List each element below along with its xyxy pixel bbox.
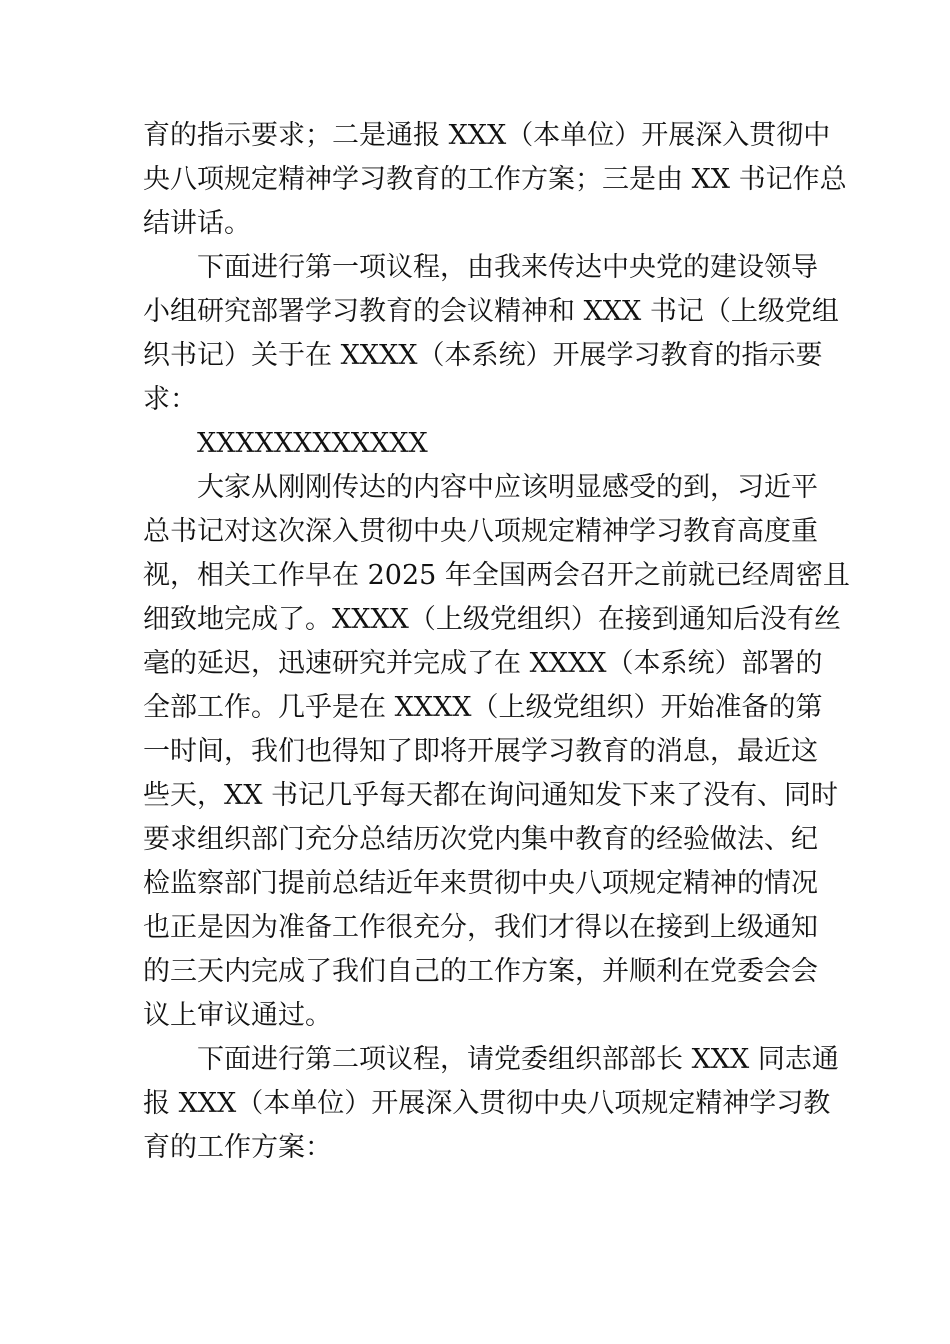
text-line: 报 XXX（本单位）开展深入贯彻中央八项规定精神学习教 [143,1088,831,1119]
text-line: 总书记对这次深入贯彻中央八项规定精神学习教育高度重 [143,516,818,547]
text-line: 全部工作。几乎是在 XXXX（上级党组织）开始准备的第 [143,692,823,723]
text-line: 细致地完成了。XXXX（上级党组织）在接到通知后没有丝 [143,604,841,635]
text-line: 下面进行第二项议程，请党委组织部部长 XXX 同志通 [197,1044,839,1075]
text-line: 毫的延迟，迅速研究并完成了在 XXXX（本系统）部署的 [143,648,823,679]
text-line: 下面进行第一项议程，由我来传达中央党的建设领导 [197,252,818,283]
text-line: 育的工作方案： [143,1132,332,1163]
text-line: 求： [143,384,197,415]
text-line: 些天，XX 书记几乎每天都在询问通知发下来了没有、同时 [143,780,839,811]
text-line: 检监察部门提前总结近年来贯彻中央八项规定精神的情况 [143,868,818,899]
text-line: 视，相关工作早在 2025 年全国两会召开之前就已经周密且 [143,560,850,591]
document-body [143,114,850,1170]
text-line: 也正是因为准备工作很充分，我们才得以在接到上级通知 [143,912,818,943]
text-line: 议上审议通过。 [143,1000,332,1031]
text-line: 央八项规定精神学习教育的工作方案；三是由 XX 书记作总 [143,164,847,195]
heading-placeholder: XXXXXXXXXXXX [197,428,428,459]
text-line: 的三天内完成了我们自己的工作方案，并顺利在党委会会 [143,956,818,987]
text-line: 育的指示要求；二是通报 XXX（本单位）开展深入贯彻中 [143,120,831,151]
text-line: 要求组织部门充分总结历次党内集中教育的经验做法、纪 [143,824,818,855]
text-line: 结讲话。 [143,208,251,239]
text-line: 一时间，我们也得知了即将开展学习教育的消息，最近这 [143,736,818,767]
text-line: 织书记）关于在 XXXX（本系统）开展学习教育的指示要 [143,340,823,371]
text-line: 小组研究部署学习教育的会议精神和 XXX 书记（上级党组 [143,296,839,327]
text-line: 大家从刚刚传达的内容中应该明显感受的到，习近平 [197,472,818,503]
